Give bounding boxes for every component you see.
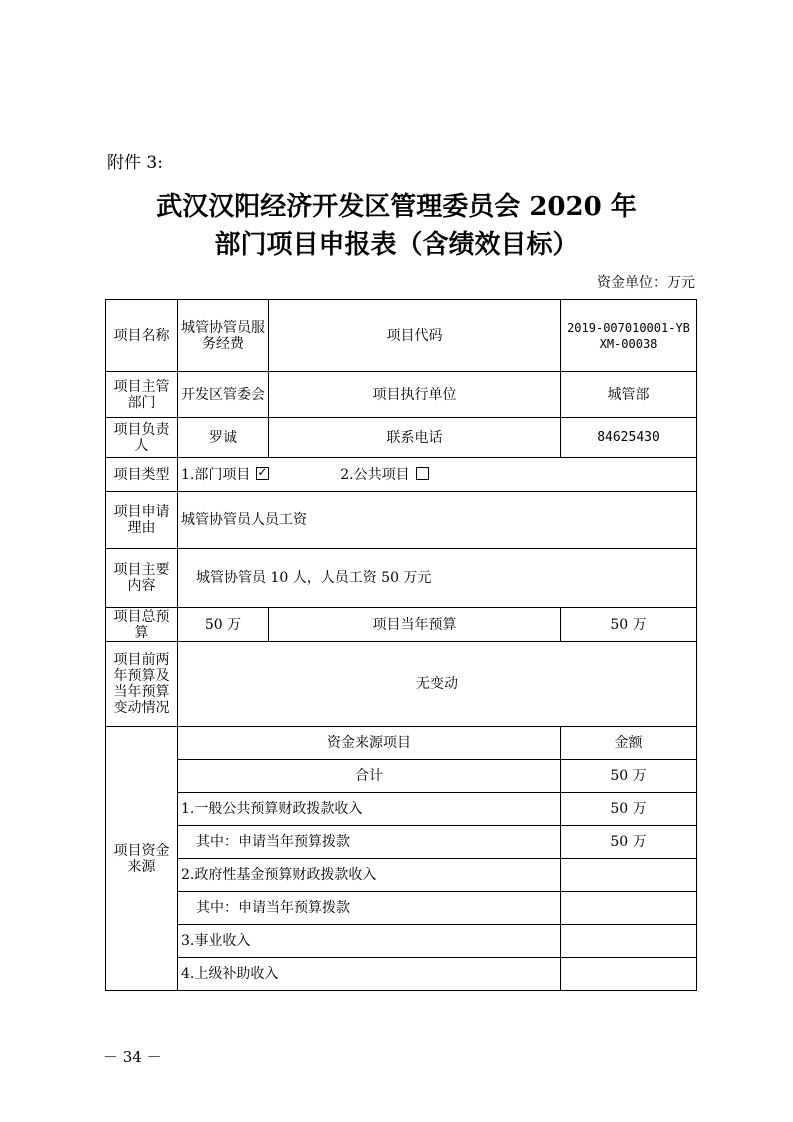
- funding-item-amount: [561, 859, 697, 892]
- owner-label: 项目负责人: [106, 418, 178, 458]
- table-row: [106, 372, 697, 418]
- funding-item-amount: [561, 958, 697, 991]
- funding-item-name: 1.一般公共预算财政拨款收入: [178, 793, 561, 826]
- checkbox-unchecked-icon[interactable]: [416, 467, 429, 480]
- funding-item-name: 4.上级补助收入: [178, 958, 561, 991]
- phone-value: 84625430: [561, 418, 697, 458]
- table-row: [106, 418, 697, 458]
- table-row: [106, 826, 697, 859]
- phone-label: 联系电话: [269, 418, 561, 458]
- page-number: － 34 －: [103, 1048, 162, 1066]
- table-row: [106, 925, 697, 958]
- change-label: 项目前两年预算及当年预算变动情况: [106, 642, 178, 727]
- table-row: [106, 793, 697, 826]
- table-row: [106, 608, 697, 642]
- project-application-form: [105, 299, 697, 991]
- type-option-public: 2.公共项目: [340, 466, 410, 483]
- budget-value: 50 万: [178, 608, 269, 642]
- project-name-label: 项目名称: [106, 300, 178, 372]
- table-row: [106, 760, 697, 793]
- funding-header-amount: 金额: [561, 727, 697, 760]
- content-value: 城管协管员 10 人，人员工资 50 万元: [178, 549, 697, 608]
- table-row: [106, 727, 697, 760]
- type-label: 项目类型: [106, 458, 178, 492]
- funding-item-name: 2.政府性基金预算财政拨款收入: [178, 859, 561, 892]
- funding-item-name: 其中：申请当年预算拨款: [178, 892, 561, 925]
- content-label: 项目主要内容: [106, 549, 178, 608]
- table-row: [106, 958, 697, 991]
- year-budget-value: 50 万: [561, 608, 697, 642]
- year-budget-label: 项目当年预算: [269, 608, 561, 642]
- dept-label: 项目主管部门: [106, 372, 178, 418]
- attachment-label: 附件 3:: [107, 153, 163, 173]
- budget-label: 项目总预算: [106, 608, 178, 642]
- document-title-line1: 武汉汉阳经济开发区管理委员会 2020 年: [156, 192, 637, 222]
- exec-unit-value: 城管部: [561, 372, 697, 418]
- type-options: [178, 458, 697, 492]
- table-row: [106, 549, 697, 608]
- funding-item-name: 合计: [178, 760, 561, 793]
- funding-item-amount: [561, 925, 697, 958]
- dept-value: 开发区管委会: [178, 372, 269, 418]
- table-row: [106, 642, 697, 727]
- change-value: 无变动: [178, 642, 697, 727]
- table-row: [106, 892, 697, 925]
- exec-unit-label: 项目执行单位: [269, 372, 561, 418]
- reason-value: 城管协管员人员工资: [178, 492, 697, 549]
- funding-item-amount: 50 万: [561, 793, 697, 826]
- document-title-line2: 部门项目申报表（含绩效目标）: [214, 230, 579, 260]
- funding-item-name: 其中：申请当年预算拨款: [178, 826, 561, 859]
- funding-item-amount: [561, 892, 697, 925]
- currency-unit: 资金单位：万元: [597, 275, 695, 291]
- table-row: [106, 492, 697, 549]
- funding-header-item: 资金来源项目: [178, 727, 561, 760]
- table-row: [106, 458, 697, 492]
- reason-label: 项目申请理由: [106, 492, 178, 549]
- table-row: [106, 859, 697, 892]
- funding-item-name: 3.事业收入: [178, 925, 561, 958]
- project-code-label: 项目代码: [269, 300, 561, 372]
- checkbox-checked-icon[interactable]: [256, 467, 269, 480]
- funding-item-amount: 50 万: [561, 760, 697, 793]
- table-row: [106, 300, 697, 372]
- type-option-dept: 1.部门项目: [181, 466, 251, 483]
- project-code-value: 2019-007010001-YBXM-00038: [561, 300, 697, 372]
- funding-label: 项目资金来源: [106, 727, 178, 991]
- funding-item-amount: 50 万: [561, 826, 697, 859]
- project-name-value: 城管协管员服务经费: [178, 300, 269, 372]
- owner-value: 罗诚: [178, 418, 269, 458]
